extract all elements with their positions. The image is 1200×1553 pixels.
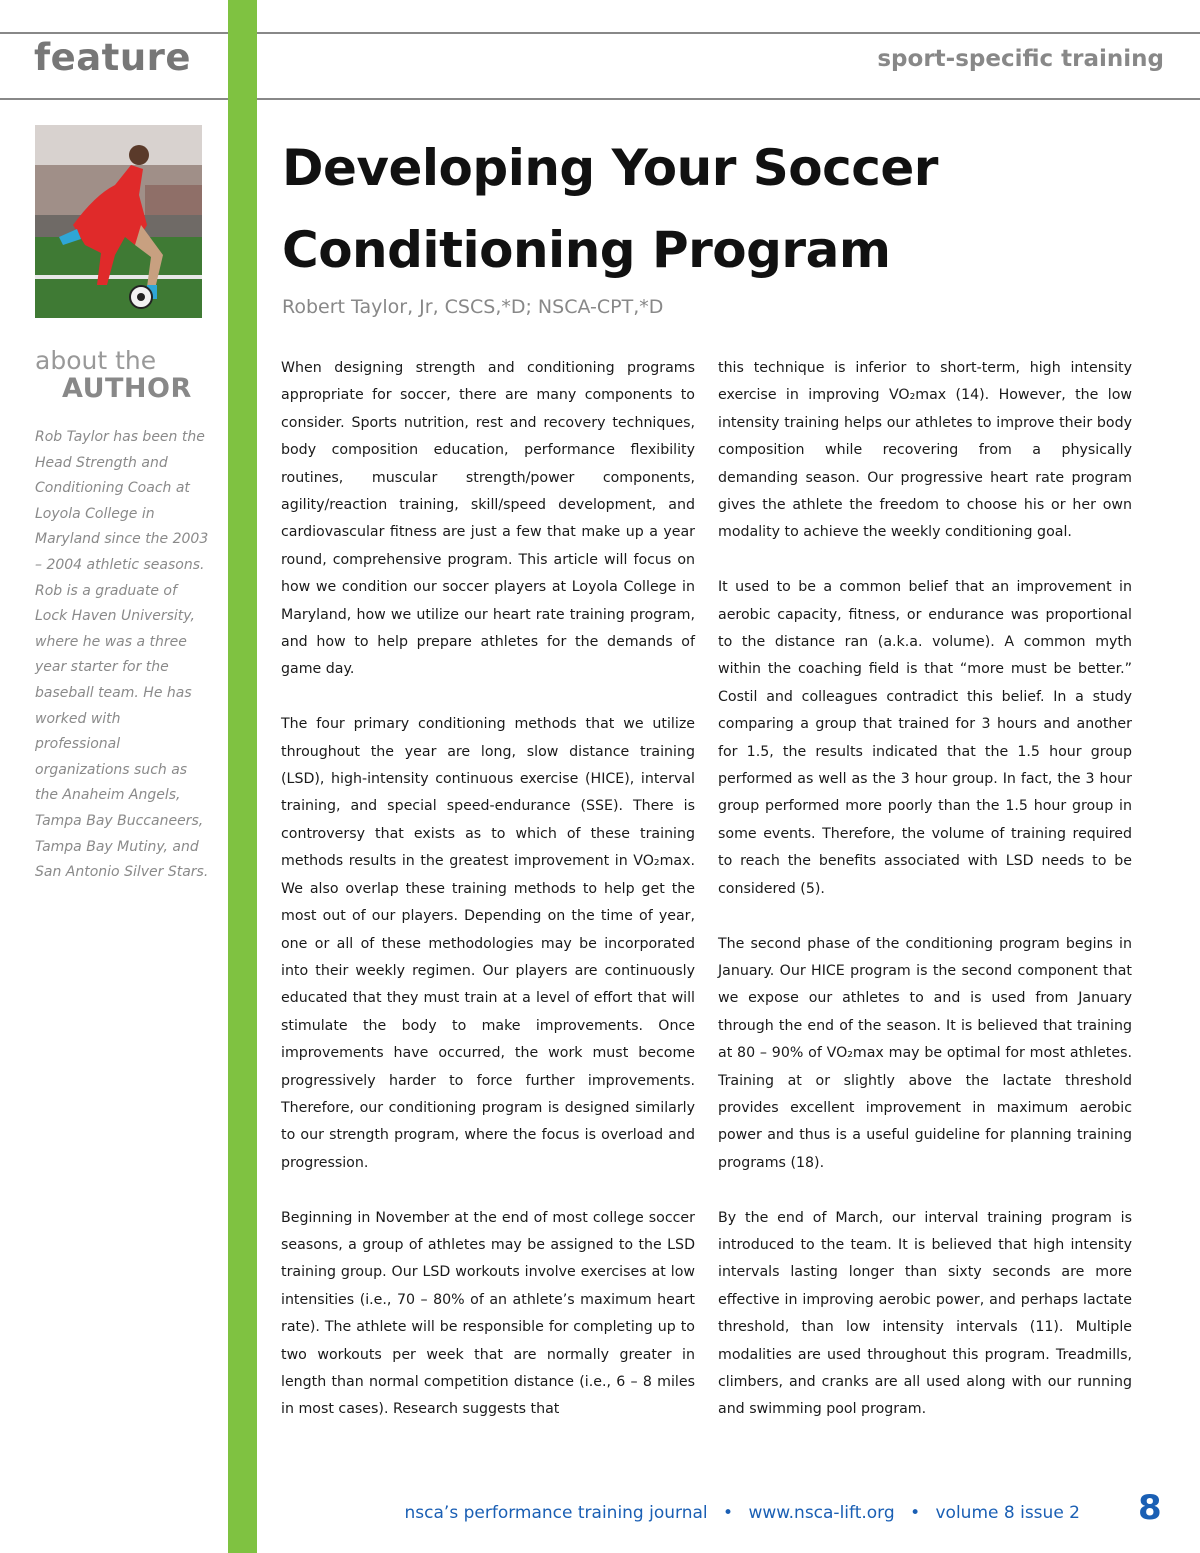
author-bio: Rob Taylor has been the Head Strength and Conditioning Coach at Loyola College in Maryland since the 2003 – 2004 athletic seasons. Rob is a graduate of Lock Haven University, where he was a three year starter for the baseball team. He has worked with professional organizations such as the Anaheim Angels, Tampa Bay Buccaneers, Tampa Bay Mutiny, and San Antonio Silver Stars. (35, 429, 209, 881)
divider (257, 32, 1200, 34)
about-heading-small: about the (35, 346, 157, 375)
section-label: feature (34, 36, 192, 79)
journal-name: nsca’s performance training journal (404, 1503, 708, 1523)
topic-label: sport-specific training (877, 46, 1164, 72)
article-left-column (281, 355, 695, 1451)
accent-bar (228, 0, 257, 1553)
issue-label: volume 8 issue 2 (935, 1503, 1080, 1523)
article-right-column (718, 355, 1132, 1451)
paragraph: When designing strength and conditioning programs appropriate for soccer, there are many components to consider. Sports nutrition, rest and recovery techniques, body composition education, performance flexibility routines, muscular strength/power components, agility/reaction training, skill/speed development, and cardiovascular fitness are just a few that make up a year round, comprehensive program. This article will focus on how we condition our soccer players at Loyola College in Maryland, how we utilize our heart rate training program, and how to help prepare athletes for the demands of game day. (281, 360, 695, 678)
footer-bullet: • (910, 1503, 921, 1523)
article-title: Developing Your Soccer Conditioning Program (282, 139, 938, 279)
paragraph: The four primary conditioning methods that we utilize throughout the year are long, slow distance training (LSD), high-intensity continuous exercise (HICE), interval training, and special speed-endurance (SSE). There is controversy that exists as to which of these training methods results in the greatest improvement in VO₂max. We also overlap these training methods to help get the most out of our players. Depending on the time of year, one or all of these methodologies may be incorporated into their weekly regimen. Our players are continuously educated that they must train at a level of effort that will stimulate the body to make improvements. Once improvements have occurred, the work must become progressively harder to force further improvements. Therefore, our conditioning program is designed similarly to our strength program, where the focus is overload and progression. (281, 716, 695, 1171)
page-number: 8 (1138, 1488, 1162, 1528)
paragraph: By the end of March, our interval training program is introduced to the team. It is believed that high intensity intervals lasting longer than sixty seconds are more effective in improving aerobic power, and perhaps lactate threshold, than low intensity intervals (11). Multiple modalities are used throughout this program. Treadmills, climbers, and cranks are all used along with our running and swimming pool program. (718, 1209, 1132, 1418)
divider (257, 98, 1200, 100)
paragraph: this technique is inferior to short-term, high intensity exercise in improving VO₂max (14). However, the low intensity training helps our athletes to improve their body composition while recovering from a physically demanding season. Our progressive heart rate program gives the athlete the freedom to choose his or her own modality to achieve the weekly conditioning goal. (718, 360, 1132, 541)
website-link[interactable]: www.nsca-lift.org (748, 1503, 895, 1523)
divider (0, 98, 228, 100)
divider (0, 32, 228, 34)
paragraph: It used to be a common belief that an improvement in aerobic capacity, fitness, or endurance was proportional to the distance ran (a.k.a. volume). A common myth within the coaching field is that “more must be better.” Costil and colleagues contradict this belief. In a study comparing a group that trained for 3 hours and another for 1.5, the results indicated that the 1.5 hour group performed as well as the 3 hour group. In fact, the 3 hour group performed more poorly than the 1.5 hour group in some events. Therefore, the volume of training required to reach the benefits associated with LSD needs to be considered (5). (718, 579, 1132, 897)
paragraph: The second phase of the conditioning program begins in January. Our HICE program is the second component that we expose our athletes to and is used from January through the end of the season. It is believed that training at 80 – 90% of VO₂max may be optimal for most athletes. Training at or slightly above the lactate threshold provides excellent improvement in maximum aerobic power and thus is a useful guideline for planning training programs (18). (718, 935, 1132, 1171)
about-heading-large: AUTHOR (62, 373, 192, 404)
soccer-player-photo-icon (35, 125, 202, 318)
footer-bullet: • (723, 1503, 734, 1523)
paragraph: Beginning in November at the end of most college soccer seasons, a group of athletes may be assigned to the LSD training group. Our LSD workouts involve exercises at low intensities (i.e., 70 – 80% of an athlete’s maximum heart rate). The athlete will be responsible for completing up to two workouts per week that are normally greater in length than normal competition distance (i.e., 6 – 8 miles in most cases). Research suggests that (281, 1209, 695, 1418)
article-byline: Robert Taylor, Jr, CSCS,*D; NSCA-CPT,*D (282, 296, 664, 318)
footer (405, 1503, 1080, 1523)
